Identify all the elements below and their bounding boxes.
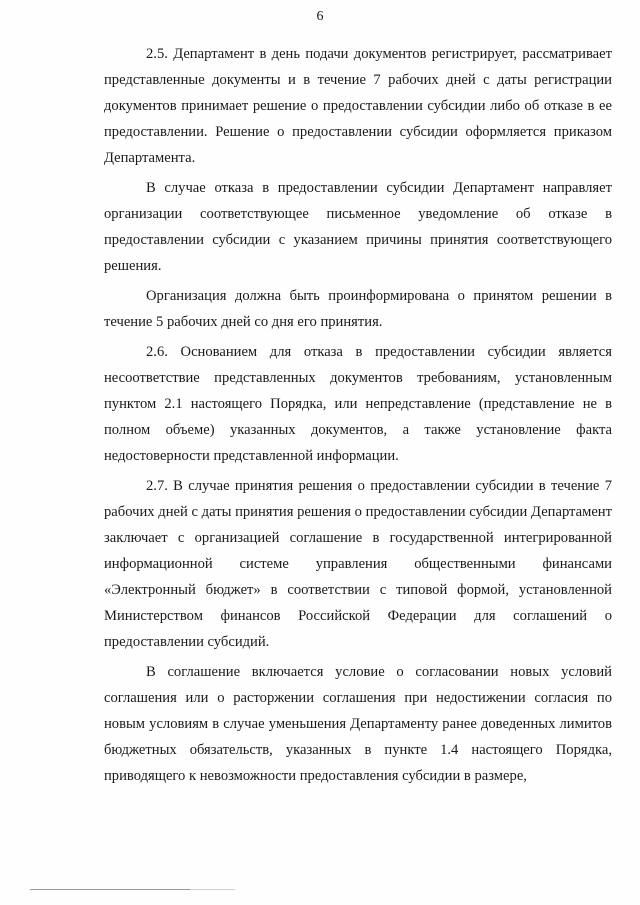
paragraph-inform-organization: Организация должна быть проинформирована о принятом решении в течение 5 рабочих дней со дня его принятия. [104,288,612,330]
page-number: 6 [316,9,324,24]
paragraph-refusal-notice: В случае отказа в предоставлении субсидии Департамент направляет организации соответствующее письменное уведомление об отказе в предоставлении субсидии с указанием причины принятия соответствующего решения. [104,180,612,274]
paragraph-2-7: 2.7. В случае принятия решения о предоставлении субсидии в течение 7 рабочих дней с даты принятия решения о предоставлении субсидии Департамент заключает с организацией соглашение в государственной интегрированной информационной системе управления общественными финансами «Электронный бюджет» в соответствии с типовой формой, установленной Министерством финансов Российской Федерации для соглашений о предоставлении субсидий. [104,478,612,650]
paragraph-2-6: 2.6. Основанием для отказа в предоставлении субсидии является несоответствие представленных документов требованиям, установленным пунктом 2.1 настоящего Порядка, или непредставление (представление не в полном объеме) указанных документов, а также установление факта недостоверности представленной информации. [104,344,612,464]
scan-edge-line [30,889,190,890]
paragraph-2-5: 2.5. Департамент в день подачи документов регистрирует, рассматривает представленные документы и в течение 7 рабочих дней с даты регистрации документов принимает решение о предоставлении субсидии либо об отказе в ее предоставлении. Решение о предоставлении субсидии оформляется приказом Департамента. [104,46,612,166]
document-body [104,41,612,793]
paragraph-agreement-conditions: В соглашение включается условие о согласовании новых условий соглашения или о расторжении соглашения при недостижении согласия по новым условиям в случае уменьшения Департаменту ранее доведенных лимитов бюджетных обязательств, указанных в пункте 1.4 настоящего Порядка, приводящего к невозможности предоставления субсидии в размере, [104,664,612,784]
scan-edge-line-faint [190,889,235,890]
